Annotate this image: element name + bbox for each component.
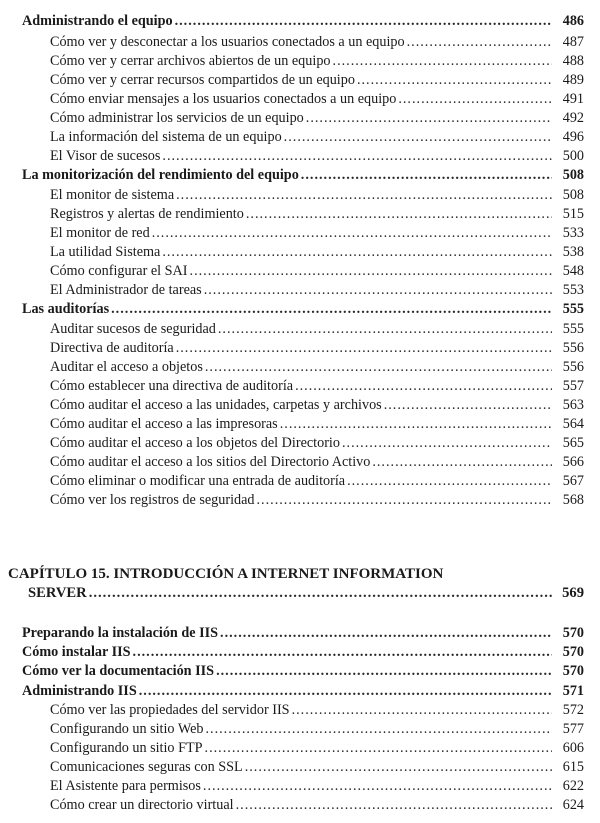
toc-section-entry xyxy=(22,624,584,642)
dot-leader xyxy=(236,796,552,814)
entry-title: Cómo ver la documentación IIS xyxy=(22,663,215,679)
toc-entry xyxy=(50,453,584,471)
entry-page: 548 xyxy=(562,263,584,279)
toc-entry xyxy=(50,109,584,127)
dot-leader xyxy=(205,358,552,376)
entry-title: Las auditorías xyxy=(22,301,110,317)
dot-leader xyxy=(152,224,552,242)
entry-page: 538 xyxy=(562,244,584,260)
entry-title: Cómo auditar el acceso a los objetos del Directorio xyxy=(50,435,340,451)
toc-entry xyxy=(50,224,584,242)
entry-page: 492 xyxy=(562,110,584,126)
dot-leader xyxy=(398,90,552,108)
entry-title: El Asistente para permisos xyxy=(50,778,201,794)
entry-title: Cómo enviar mensajes a los usuarios conectados a un equipo xyxy=(50,91,397,107)
toc-entry xyxy=(50,434,584,452)
toc-entry xyxy=(50,52,584,70)
toc-section-entry xyxy=(22,166,584,184)
toc-entry xyxy=(50,701,584,719)
toc-section-entry xyxy=(22,12,584,30)
dot-leader xyxy=(280,415,552,433)
entry-page: 557 xyxy=(562,378,584,394)
entry-page: 496 xyxy=(562,129,584,145)
dot-leader xyxy=(306,109,552,127)
toc-section-entry xyxy=(22,643,584,661)
entry-page: 569 xyxy=(562,585,584,601)
entry-page: 553 xyxy=(562,282,584,298)
dot-leader xyxy=(357,71,552,89)
entry-page: 508 xyxy=(562,187,584,203)
entry-title: Auditar el acceso a objetos xyxy=(50,359,203,375)
entry-page: 533 xyxy=(562,225,584,241)
dot-leader xyxy=(301,166,552,184)
dot-leader xyxy=(218,320,552,338)
dot-leader xyxy=(203,777,552,795)
entry-page: 555 xyxy=(562,321,584,337)
toc-entry xyxy=(50,358,584,376)
entry-page: 556 xyxy=(562,359,584,375)
entry-page: 565 xyxy=(562,435,584,451)
dot-leader xyxy=(205,720,552,738)
entry-page: 577 xyxy=(562,721,584,737)
entry-title: Configurando un sitio Web xyxy=(50,721,204,737)
entry-page: 622 xyxy=(562,778,584,794)
entry-page: 488 xyxy=(562,53,584,69)
dot-leader xyxy=(407,33,552,51)
entry-title: La monitorización del rendimiento del equipo xyxy=(22,167,299,183)
dot-leader xyxy=(204,281,552,299)
entry-title: Cómo ver y cerrar recursos compartidos de un equipo xyxy=(50,72,355,88)
entry-page: 570 xyxy=(562,625,584,641)
toc-entry xyxy=(50,777,584,795)
entry-page: 564 xyxy=(562,416,584,432)
dot-leader xyxy=(284,128,552,146)
chapter-title-continuation xyxy=(28,584,584,602)
toc-entry xyxy=(50,281,584,299)
toc-entry xyxy=(50,472,584,490)
entry-title: Cómo ver y desconectar a los usuarios conectados a un equipo xyxy=(50,34,405,50)
toc-entry xyxy=(50,33,584,51)
entry-title: Preparando la instalación de IIS xyxy=(22,625,219,641)
entry-page: 571 xyxy=(562,683,584,699)
toc-entry xyxy=(50,415,584,433)
entry-title: El Administrador de tareas xyxy=(50,282,202,298)
entry-page: 555 xyxy=(562,301,584,317)
entry-page: 515 xyxy=(562,206,584,222)
entry-page: 615 xyxy=(562,759,584,775)
entry-title: Cómo auditar el acceso a las impresoras xyxy=(50,416,278,432)
dot-leader xyxy=(111,300,552,318)
entry-page: 491 xyxy=(562,91,584,107)
entry-title: Cómo instalar IIS xyxy=(22,644,131,660)
entry-title: El monitor de sistema xyxy=(50,187,175,203)
dot-leader xyxy=(133,643,552,661)
toc-section-entry xyxy=(22,300,584,318)
dot-leader xyxy=(216,662,552,680)
toc-entry xyxy=(50,720,584,738)
toc-entry xyxy=(50,396,584,414)
entry-title: Cómo ver y cerrar archivos abiertos de un equipo xyxy=(50,53,331,69)
toc-entry xyxy=(50,491,584,509)
dot-leader xyxy=(162,243,552,261)
dot-leader xyxy=(257,491,553,509)
entry-page: 572 xyxy=(562,702,584,718)
entry-title: Cómo eliminar o modificar una entrada de auditoría xyxy=(50,473,346,489)
entry-page: 563 xyxy=(562,397,584,413)
entry-title: SERVER xyxy=(28,585,87,601)
toc-entry xyxy=(50,205,584,223)
dot-leader xyxy=(342,434,552,452)
entry-title: La utilidad Sistema xyxy=(50,244,161,260)
dot-leader xyxy=(246,205,552,223)
entry-page: 570 xyxy=(562,644,584,660)
entry-title: Registros y alertas de rendimiento xyxy=(50,206,244,222)
entry-title: Cómo configurar el SAI xyxy=(50,263,188,279)
dot-leader xyxy=(176,186,552,204)
entry-title: Directiva de auditoría xyxy=(50,340,174,356)
entry-page: 486 xyxy=(562,13,584,29)
entry-title: El Visor de sucesos xyxy=(50,148,161,164)
entry-title: Cómo auditar el acceso a las unidades, carpetas y archivos xyxy=(50,397,382,413)
entry-title: Cómo ver los registros de seguridad xyxy=(50,492,255,508)
dot-leader xyxy=(220,624,552,642)
entry-title: Auditar sucesos de seguridad xyxy=(50,321,216,337)
entry-title: Comunicaciones seguras con SSL xyxy=(50,759,243,775)
toc-entry xyxy=(50,128,584,146)
entry-title: Cómo administrar los servicios de un equipo xyxy=(50,110,304,126)
entry-title: Administrando IIS xyxy=(22,683,137,699)
entry-title: Cómo crear un directorio virtual xyxy=(50,797,234,813)
toc-entry xyxy=(50,377,584,395)
toc-entry xyxy=(50,243,584,261)
entry-page: 566 xyxy=(562,454,584,470)
toc-entry xyxy=(50,339,584,357)
entry-title: Configurando un sitio FTP xyxy=(50,740,203,756)
dot-leader xyxy=(175,12,552,30)
dot-leader xyxy=(384,396,552,414)
dot-leader xyxy=(176,339,552,357)
toc-entry xyxy=(50,739,584,757)
dot-leader xyxy=(295,377,552,395)
toc-entry xyxy=(50,186,584,204)
entry-title: Cómo ver las propiedades del servidor IIS xyxy=(50,702,290,718)
entry-title: Administrando el equipo xyxy=(22,13,173,29)
entry-page: 624 xyxy=(562,797,584,813)
toc-entry xyxy=(50,796,584,814)
dot-leader xyxy=(89,584,552,602)
dot-leader xyxy=(292,701,552,719)
entry-page: 487 xyxy=(562,34,584,50)
toc-entry xyxy=(50,320,584,338)
toc-entry xyxy=(50,147,584,165)
entry-page: 567 xyxy=(562,473,584,489)
entry-title: Cómo establecer una directiva de auditoría xyxy=(50,378,294,394)
toc-entry xyxy=(50,758,584,776)
dot-leader xyxy=(205,739,552,757)
entry-page: 508 xyxy=(562,167,584,183)
entry-page: 568 xyxy=(562,492,584,508)
entry-page: 606 xyxy=(562,740,584,756)
dot-leader xyxy=(245,758,552,776)
entry-page: 556 xyxy=(562,340,584,356)
entry-page: 500 xyxy=(562,148,584,164)
toc-section-entry xyxy=(22,662,584,680)
toc-section-entry xyxy=(22,682,584,700)
toc-entry xyxy=(50,90,584,108)
entry-page: 570 xyxy=(562,663,584,679)
entry-title: El monitor de red xyxy=(50,225,150,241)
entry-title: Cómo auditar el acceso a los sitios del Directorio Activo xyxy=(50,454,371,470)
dot-leader xyxy=(333,52,552,70)
entry-title: La información del sistema de un equipo xyxy=(50,129,282,145)
toc-entry xyxy=(50,262,584,280)
toc-entry xyxy=(50,71,584,89)
entry-page: 489 xyxy=(562,72,584,88)
dot-leader xyxy=(190,262,552,280)
dot-leader xyxy=(347,472,552,490)
dot-leader xyxy=(162,147,552,165)
dot-leader xyxy=(139,682,552,700)
dot-leader xyxy=(372,453,552,471)
chapter-title: CAPÍTULO 15. INTRODUCCIÓN A INTERNET INFORMATION xyxy=(8,566,444,582)
